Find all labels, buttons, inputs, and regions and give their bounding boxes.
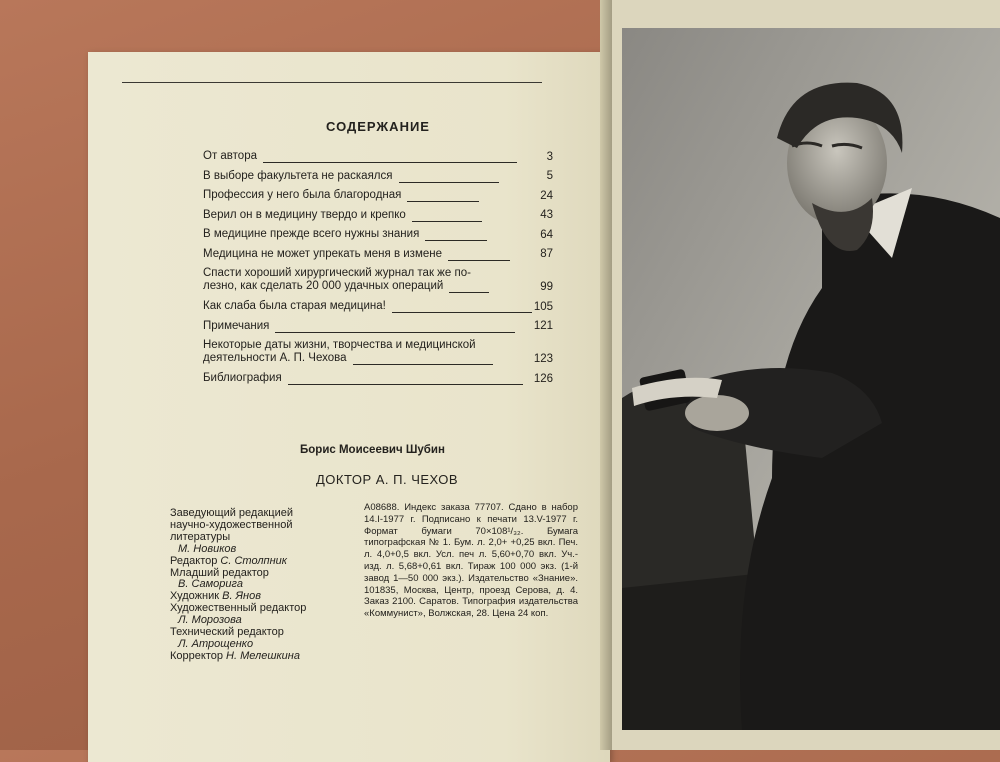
toc-entry: Спасти хороший хирургический журнал так же по- лезно, как сделать 20 000 удачных операций 99 — [203, 267, 553, 293]
top-rule — [122, 82, 542, 83]
chekhov-portrait-photo — [622, 28, 1000, 730]
toc-entry: Библиография 126 — [203, 372, 553, 385]
credit-role: Технический редактор — [170, 626, 284, 639]
toc-entry: В медицине прежде всего нужны знания 64 — [203, 228, 553, 241]
table-of-contents — [203, 150, 553, 392]
toc-entry: Как слаба была старая медицина! 105 — [203, 300, 553, 313]
toc-entry: Некоторые даты жизни, творчества и медицинской деятельности А. П. Чехова 123 — [203, 339, 553, 365]
book-title: ДОКТОР А. П. ЧЕХОВ — [316, 472, 459, 487]
credit-name: Л. Морозова — [178, 614, 242, 627]
credit-line: Редактор С. Столпник — [170, 554, 287, 567]
toc-entry: Примечания 121 — [203, 319, 553, 332]
imprint-details: А08688. Индекс заказа 77707. Сдано в набор 14.I-1977 г. Подписано к печати 13.V-1977 г. Формат бумаги 70×108¹/₃₂. Бумага типографская № 1. Бум. л. 2,0+ +0,25 вкл. Печ. л. 4,0+0,5 вкл. Усл. печ л. 5,60+0,70 вкл. Уч.-изд. л. 5,68+0,61 вкл. Тираж 100 000 экз. (1-й завод 1—50 000 экз.). Издательство «Знание». 101835, Москва, Центр, проезд Серова, д. 4. Заказ 2100. Саратов. Типография издательства «Коммунист», Волжская, 28. Цена 24 коп. — [364, 502, 578, 620]
credit-line: Художник В. Янов — [170, 590, 261, 603]
toc-entry: Верил он в медицину твердо и крепко 43 — [203, 208, 553, 221]
toc-entry: Профессия у него была благородная 24 — [203, 189, 553, 202]
credit-role: литературы — [170, 530, 231, 543]
portrait-image — [622, 28, 1000, 730]
credit-line: Корректор Н. Мелешкина — [170, 649, 300, 662]
credit-name: Л. Атрощенко — [178, 637, 254, 650]
toc-title: СОДЕРЖАНИЕ — [326, 119, 430, 134]
toc-entry: Медицина не может упрекать меня в измене 87 — [203, 247, 553, 260]
credit-role: Младший редактор — [170, 566, 269, 579]
toc-entry: В выборе факультета не раскаялся 5 — [203, 169, 553, 182]
editorial-credits — [170, 508, 350, 663]
toc-entry: От автора 3 — [203, 150, 553, 163]
credit-name: В. Саморига — [178, 578, 243, 591]
credit-name: М. Новиков — [178, 542, 237, 555]
credit-role: Заведующий редакцией — [170, 507, 293, 519]
author-name: Борис Моисеевич Шубин — [300, 444, 445, 456]
credit-role: научно-художественной — [170, 518, 293, 531]
credit-role: Художественный редактор — [170, 602, 307, 615]
